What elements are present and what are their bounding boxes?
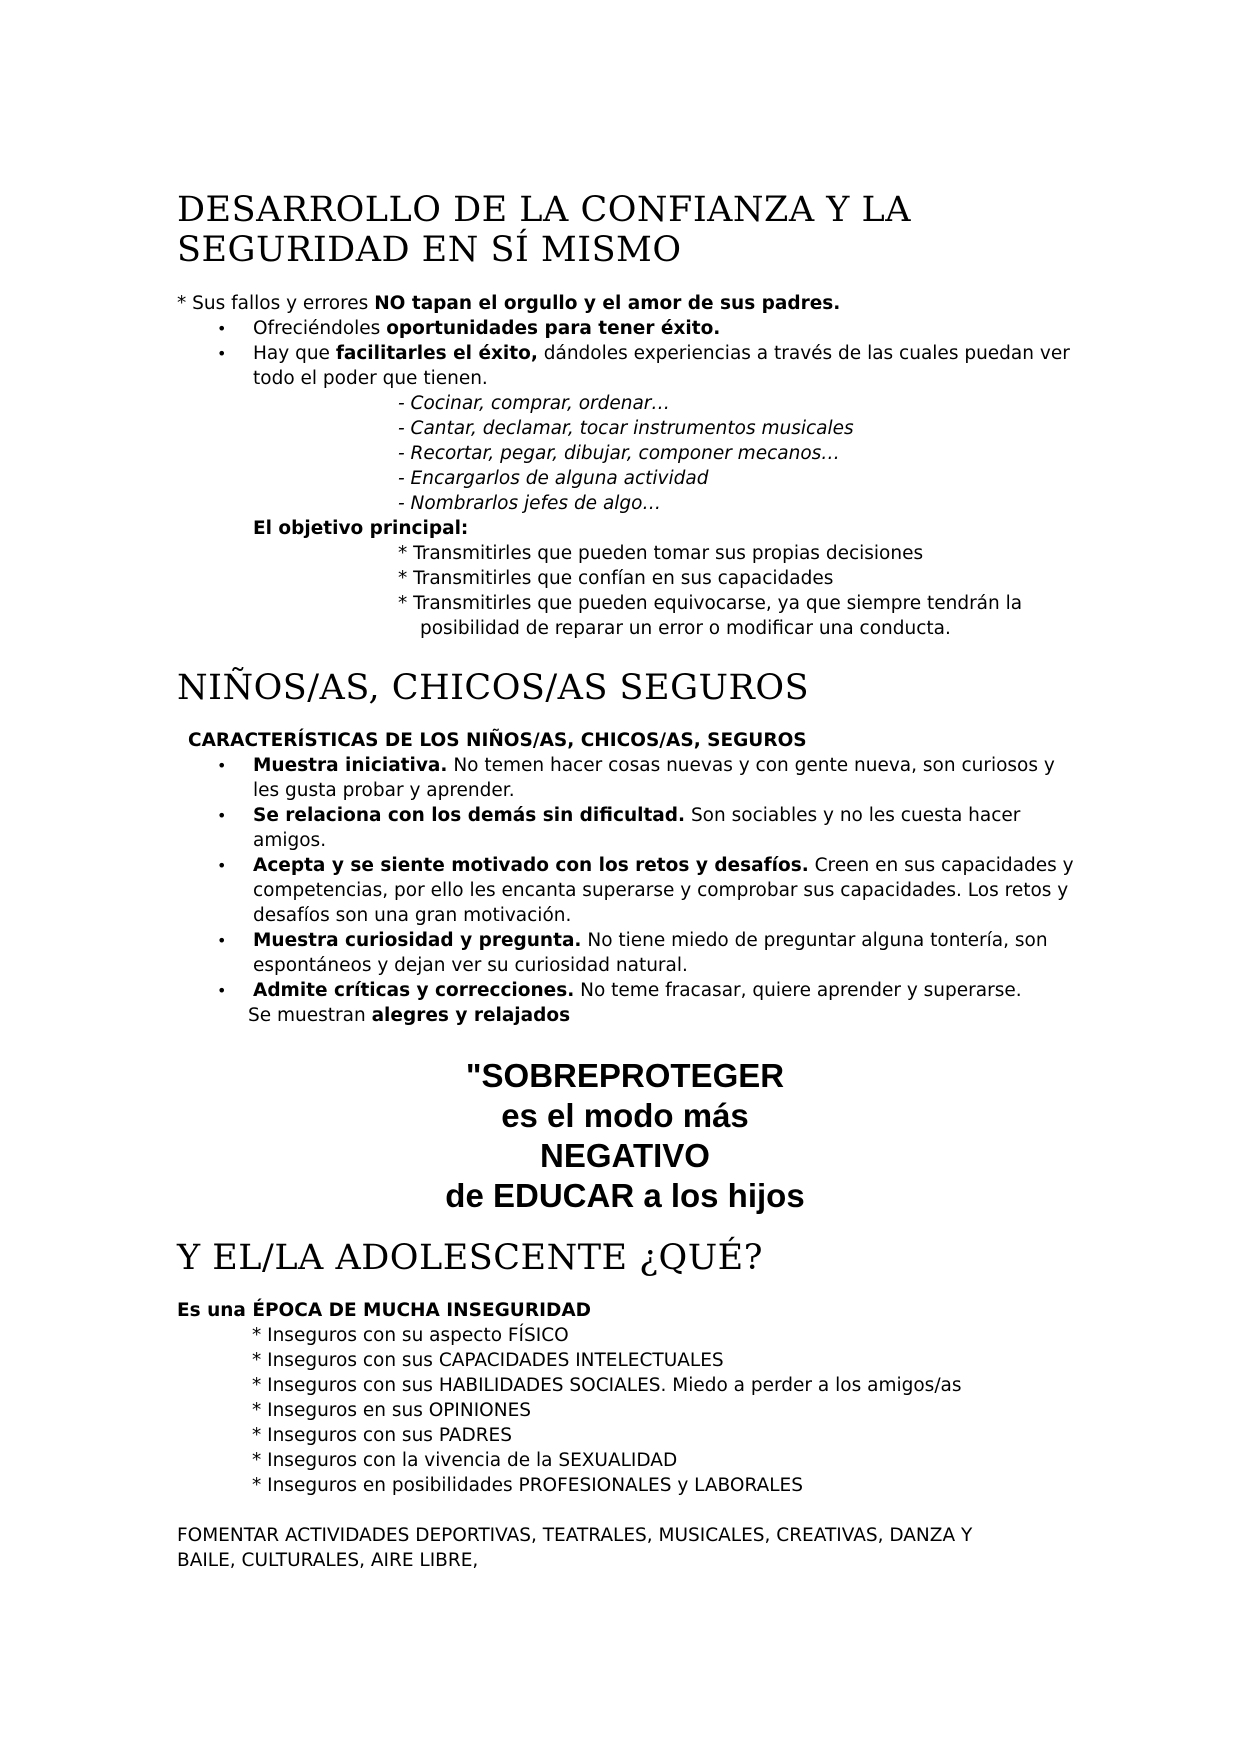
- bullet-icon: •: [217, 756, 227, 775]
- objective-item: * Transmitirles que pueden tomar sus propias decisiones: [398, 543, 924, 564]
- bullet-icon: •: [217, 856, 227, 875]
- quote-line: NEGATIVO: [540, 1137, 710, 1174]
- inseguridad-item: * Inseguros con su aspecto FÍSICO: [252, 1325, 569, 1346]
- characteristic-text: No teme fracasar, quiere aprender y superarse.: [574, 980, 1022, 1001]
- characteristic-item: [253, 928, 1048, 953]
- characteristic-item: [253, 753, 1055, 778]
- characteristic-continuation: espontáneos y dejan ver su curiosidad natural.: [253, 955, 688, 976]
- objective-label: [253, 516, 468, 541]
- activity-item: - Encargarlos de alguna actividad: [398, 468, 709, 489]
- characteristic-text: Creen en sus capacidades y: [808, 855, 1074, 876]
- section-title-ninos-seguros: NIÑOS/AS, CHICOS/AS SEGUROS: [177, 668, 810, 708]
- characteristic-bold-text: Muestra curiosidad y pregunta.: [253, 930, 582, 951]
- characteristic-text: No temen hacer cosas nuevas y con gente nueva, son curiosos y: [447, 755, 1055, 776]
- activity-item: - Nombrarlos jefes de algo…: [398, 493, 661, 514]
- closing-line: [248, 1003, 570, 1028]
- characteristic-bold-text: Acepta y se siente motivado con los retos y desafíos.: [253, 855, 809, 876]
- characteristic-bold-text: Se relaciona con los demás sin dificultad.: [253, 805, 686, 826]
- intro-bold-text: NO tapan el orgullo y el amor de sus padres.: [374, 293, 841, 314]
- objective-label-text: El objetivo principal:: [253, 518, 469, 539]
- inseguridad-subtitle: [177, 1298, 591, 1323]
- objective-continuation: posibilidad de reparar un error o modificar una conducta.: [420, 618, 951, 639]
- bullet-icon: •: [217, 319, 227, 338]
- bullet-continuation: todo el poder que tienen.: [253, 368, 488, 389]
- inseguridad-item: * Inseguros en sus OPINIONES: [252, 1400, 532, 1421]
- bullet-text: Hay que: [253, 343, 336, 364]
- section-title-confianza-line2: SEGURIDAD EN SÍ MISMO: [177, 230, 682, 270]
- quote-line: "SOBREPROTEGER: [465, 1057, 785, 1094]
- characteristic-item: [253, 978, 1022, 1003]
- bullet-icon: •: [217, 806, 227, 825]
- inseguridad-item: * Inseguros con sus PADRES: [252, 1425, 512, 1446]
- characteristic-item: [253, 853, 1074, 878]
- characteristic-continuation: competencias, por ello les encanta superarse y comprobar sus capacidades. Los retos y: [253, 880, 1069, 901]
- activity-item: - Cocinar, comprar, ordenar…: [398, 393, 670, 414]
- inseguridad-item: * Inseguros con sus HABILIDADES SOCIALES. Miedo a perder a los amigos/as: [252, 1375, 962, 1396]
- intro-text: * Sus fallos y errores: [177, 293, 375, 314]
- objective-item: * Transmitirles que pueden equivocarse, ya que siempre tendrán la: [398, 593, 1023, 614]
- inseguridad-item: * Inseguros con la vivencia de la SEXUALIDAD: [252, 1450, 678, 1471]
- footer-paragraph-line2: BAILE, CULTURALES, AIRE LIBRE,: [177, 1550, 479, 1571]
- section-title-confianza-line1: DESARROLLO DE LA CONFIANZA Y LA: [177, 190, 912, 230]
- bullet-bold-text: oportunidades para tener éxito.: [386, 318, 721, 339]
- bullet-item-facilitar-exito: [253, 341, 1070, 366]
- closing-text: Se muestran: [248, 1005, 372, 1026]
- characteristic-text: No tiene miedo de preguntar alguna tontería, son: [581, 930, 1048, 951]
- footer-paragraph-line1: FOMENTAR ACTIVIDADES DEPORTIVAS, TEATRALES, MUSICALES, CREATIVAS, DANZA Y: [177, 1525, 973, 1546]
- bullet-icon: •: [217, 931, 227, 950]
- characteristic-bold-text: Muestra iniciativa.: [253, 755, 448, 776]
- activity-item: - Cantar, declamar, tocar instrumentos musicales: [398, 418, 854, 439]
- characteristic-bold-text: Admite críticas y correcciones.: [253, 980, 575, 1001]
- bullet-icon: •: [217, 981, 227, 1000]
- quote-line: de EDUCAR a los hijos: [445, 1177, 805, 1214]
- objective-item: * Transmitirles que confían en sus capacidades: [398, 568, 834, 589]
- characteristic-continuation: amigos.: [253, 830, 327, 851]
- closing-bold-text: alegres y relajados: [371, 1005, 571, 1026]
- quote-line: es el modo más: [501, 1097, 749, 1134]
- bullet-text: Ofreciéndoles: [253, 318, 387, 339]
- intro-paragraph: [177, 291, 840, 316]
- characteristic-continuation: les gusta probar y aprender.: [253, 780, 515, 801]
- characteristic-item: [253, 803, 1020, 828]
- characteristics-subtitle-text: CARACTERÍSTICAS DE LOS NIÑOS/AS, CHICOS/AS, SEGUROS: [188, 730, 807, 751]
- bullet-text: dándoles experiencias a través de las cuales puedan ver: [537, 343, 1070, 364]
- bullet-item-oportunidades: [253, 316, 720, 341]
- characteristic-text: Son sociables y no les cuesta hacer: [685, 805, 1021, 826]
- characteristics-subtitle: [188, 728, 807, 753]
- inseguridad-item: * Inseguros en posibilidades PROFESIONALES y LABORALES: [252, 1475, 803, 1496]
- inseguridad-subtitle-text: Es una ÉPOCA DE MUCHA INSEGURIDAD: [177, 1300, 591, 1321]
- activity-item: - Recortar, pegar, dibujar, componer mecanos…: [398, 443, 840, 464]
- inseguridad-item: * Inseguros con sus CAPACIDADES INTELECTUALES: [252, 1350, 724, 1371]
- bullet-bold-text: facilitarles el éxito,: [335, 343, 538, 364]
- characteristic-continuation: desafíos son una gran motivación.: [253, 905, 572, 926]
- bullet-icon: •: [217, 344, 227, 363]
- section-title-adolescente: Y EL/LA ADOLESCENTE ¿QUÉ?: [177, 1238, 764, 1278]
